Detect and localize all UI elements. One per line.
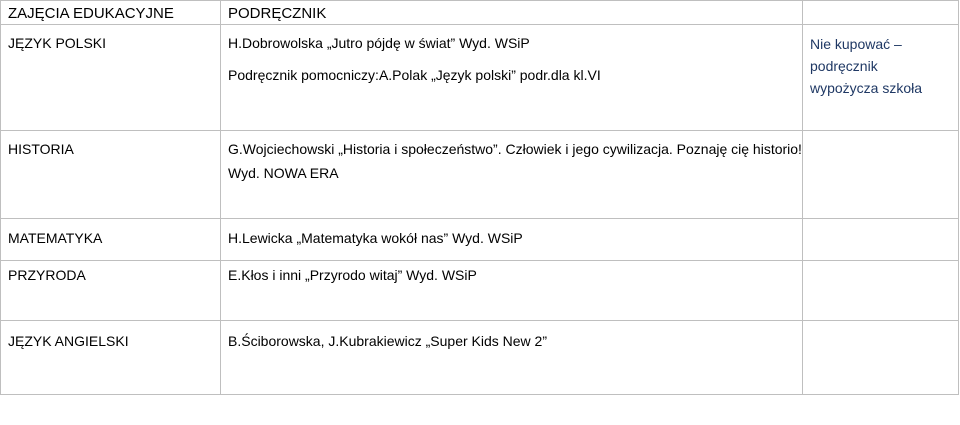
textbook-line: B.Ściborowska, J.Kubrakiewicz „Super Kids New 2” bbox=[228, 333, 548, 349]
textbook-cell bbox=[221, 219, 803, 261]
note-line: Nie kupować – bbox=[810, 36, 902, 52]
note-line: wypożycza szkoła bbox=[810, 80, 923, 96]
subject-cell: MATEMATYKA bbox=[1, 219, 221, 261]
textbook-line: E.Kłos i inni „Przyrodo witaj” Wyd. WSiP bbox=[228, 267, 477, 283]
table-row bbox=[1, 25, 959, 131]
textbook-line: G.Wojciechowski „Historia i społeczeństwo”. Człowiek i jego cywilizacja. Poznaję cię historio! bbox=[228, 141, 802, 157]
textbook-line: H.Lewicka „Matematyka wokół nas” Wyd. WSiP bbox=[228, 230, 523, 246]
table-row bbox=[1, 321, 959, 395]
note-cell bbox=[803, 25, 959, 131]
table-row bbox=[1, 219, 959, 261]
textbook-line: Wyd. NOWA ERA bbox=[228, 165, 339, 181]
textbook-cell bbox=[221, 25, 803, 131]
subject-cell: PRZYRODA bbox=[1, 261, 221, 321]
textbook-cell bbox=[221, 261, 803, 321]
subject-cell: HISTORIA bbox=[1, 131, 221, 219]
header-textbook: PODRĘCZNIK bbox=[221, 1, 803, 25]
header-empty bbox=[803, 1, 959, 25]
note-line: podręcznik bbox=[810, 58, 878, 74]
textbook-line: H.Dobrowolska „Jutro pójdę w świat” Wyd. WSiP bbox=[228, 35, 530, 51]
header-subject: ZAJĘCIA EDUKACYJNE bbox=[1, 1, 221, 25]
textbook-cell bbox=[221, 131, 803, 219]
subject-cell: JĘZYK POLSKI bbox=[1, 25, 221, 131]
textbook-cell bbox=[221, 321, 803, 395]
note-cell bbox=[803, 261, 959, 321]
subject-cell: JĘZYK ANGIELSKI bbox=[1, 321, 221, 395]
table-header-row bbox=[1, 1, 959, 25]
table-row bbox=[1, 131, 959, 219]
note-cell bbox=[803, 321, 959, 395]
note-cell bbox=[803, 131, 959, 219]
textbook-line: Podręcznik pomocniczy:A.Polak „Język polski” podr.dla kl.VI bbox=[228, 67, 601, 83]
note-cell bbox=[803, 219, 959, 261]
table-row bbox=[1, 261, 959, 321]
